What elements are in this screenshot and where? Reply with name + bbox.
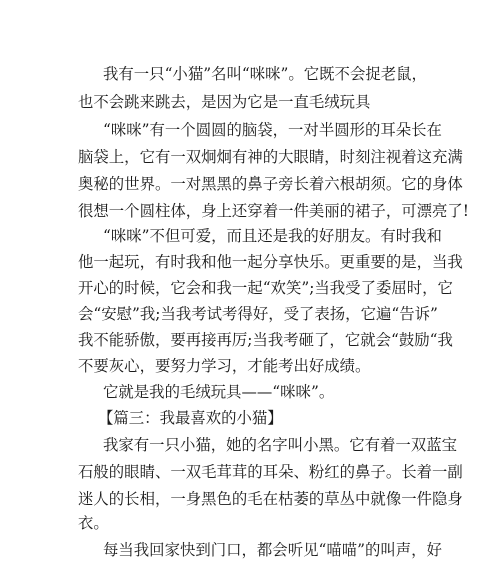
paragraph-6-line-1: 每当我回家快到门口，都会听见“喵喵”的叫声，好 <box>103 541 442 559</box>
paragraph-1-line-1: 我有一只“小猫”名叫“咪咪”。它既不会捉老鼠， <box>103 65 427 83</box>
paragraph-3-line-4: 会“安慰”我;当我考试考得好，受了表扬，它遍“告诉” <box>78 305 438 323</box>
paragraph-2-line-3: 奥秘的世界。一对黑黑的鼻子旁长着六根胡须。它的身体 <box>78 175 463 193</box>
paragraph-2-line-2: 脑袋上，它有一双炯炯有神的大眼睛，时刻注视着这充满 <box>78 148 463 166</box>
paragraph-2-line-4: 很想一个圆柱体，身上还穿着一件美丽的裙子，可漂亮了! <box>78 202 469 220</box>
paragraph-3-line-3: 开心的时候，它会和我一起“欢笑”;当我受了委屈时，它 <box>78 279 453 297</box>
paragraph-4-line-1: 它就是我的毛绒玩具——“咪咪”。 <box>103 383 335 401</box>
paragraph-5-line-4: 衣。 <box>78 514 109 532</box>
paragraph-3-line-6: 不要灰心，要努力学习，才能考出好成绩。 <box>78 357 371 375</box>
paragraph-5-line-3: 迷人的长相，一身黑色的毛在枯萎的草丛中就像一件隐身 <box>78 490 463 508</box>
section-heading: 【篇三：我最喜欢的小猫】 <box>98 409 283 427</box>
paragraph-2-line-1: “咪咪”有一个圆圆的脑袋，一对半圆形的耳朵长在 <box>103 121 442 139</box>
paragraph-3-line-5: 我不能骄傲，要再接再厉;当我考砸了，它就会“鼓励“我 <box>78 331 453 349</box>
paragraph-3-line-1: “咪咪”不但可爱，而且还是我的好朋友。有时我和 <box>103 227 442 245</box>
paragraph-5-line-2: 石般的眼睛、一双毛茸茸的耳朵、粉红的鼻子。长着一副 <box>78 463 463 481</box>
paragraph-5-line-1: 我家有一只小猫，她的名字叫小黑。它有着一双蓝宝 <box>103 436 457 454</box>
paragraph-3-line-2: 他一起玩，有时我和他一起分享快乐。更重要的是，当我 <box>78 253 463 271</box>
paragraph-1-line-2: 也不会跳来跳去，是因为它是一直毛绒玩具 <box>78 93 371 111</box>
